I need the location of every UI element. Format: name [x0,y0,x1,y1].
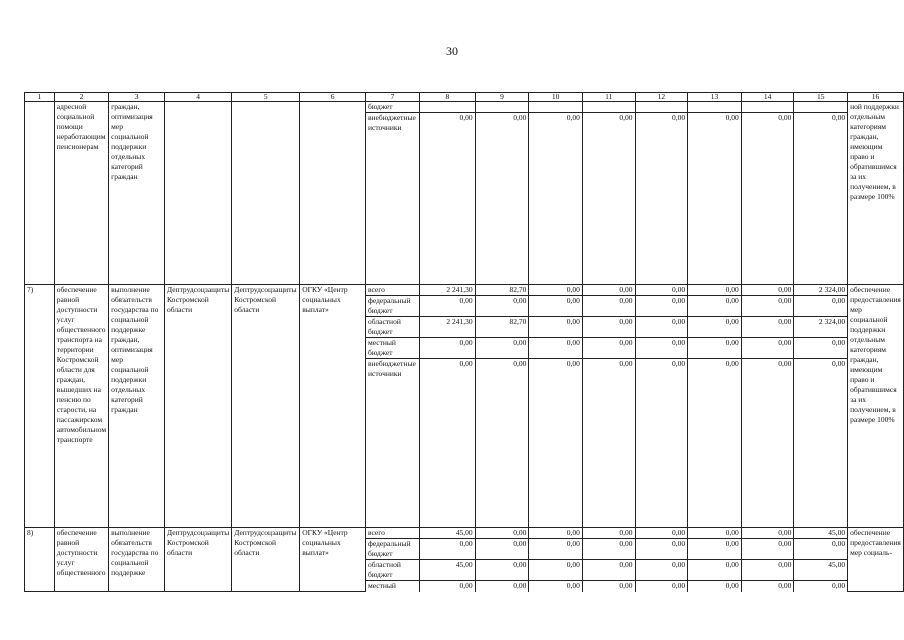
amount-cell: 0,00 [741,359,794,528]
amount-cell: 0,00 [529,581,583,592]
amount-cell: 45,00 [794,560,848,581]
amount-cell: 0,00 [419,296,475,317]
amount-cell: 0,00 [688,338,742,359]
amount-cell: 0,00 [475,528,529,539]
amount-cell: 2 241,30 [419,317,475,338]
amount-cell: 82,70 [475,317,529,338]
amount-cell: 0,00 [688,539,742,560]
amount-cell: 45,00 [419,528,475,539]
amount-cell [794,102,848,113]
header-cell: 9 [475,93,529,102]
measure-name: обеспечение равной доступности услуг общественного [54,528,108,592]
amount-cell: 0,00 [475,539,529,560]
amount-cell: 0,00 [688,560,742,581]
row-number: 8) [25,528,55,592]
amount-cell: 0,00 [582,113,635,285]
amount-cell: 0,00 [635,359,688,528]
header-row [25,93,904,102]
amount-cell: 0,00 [419,113,475,285]
amount-cell [635,102,688,113]
amount-cell: 0,00 [419,338,475,359]
amount-cell: 0,00 [635,317,688,338]
amount-cell: 0,00 [582,317,635,338]
header-cell: 6 [300,93,366,102]
amount-cell: 0,00 [419,539,475,560]
table-row [25,102,904,113]
amount-cell: 0,00 [582,285,635,296]
amount-cell: 0,00 [635,296,688,317]
amount-cell: 0,00 [529,539,583,560]
amount-cell: 0,00 [794,359,848,528]
budget-table [24,92,904,592]
amount-cell: 0,00 [529,296,583,317]
row-number [25,102,55,285]
amount-cell: 0,00 [582,560,635,581]
funding-source: бюджет [366,102,420,113]
amount-cell [688,102,742,113]
participant: ОГКУ «Центр социальных выплат» [300,285,366,528]
amount-cell: 2 324,00 [794,285,848,296]
amount-cell: 0,00 [635,338,688,359]
amount-cell: 45,00 [794,528,848,539]
co-executor [232,102,300,285]
amount-cell: 0,00 [741,539,794,560]
amount-cell: 0,00 [582,359,635,528]
amount-cell: 0,00 [475,338,529,359]
header-cell: 13 [688,93,742,102]
amount-cell: 0,00 [741,338,794,359]
amount-cell: 0,00 [794,539,848,560]
amount-cell: 2 324,00 [794,317,848,338]
amount-cell: 0,00 [582,528,635,539]
amount-cell: 0,00 [688,296,742,317]
table-row [25,528,904,539]
expected-result: обеспечение предоставления мер социальной поддержки отдельным категориям граждан, имеющим право и обратившимся за их получением, в размере 100% [848,285,904,528]
header-cell: 3 [109,93,165,102]
amount-cell: 0,00 [529,338,583,359]
amount-cell: 0,00 [529,317,583,338]
measure-name: адресной социальной помощи неработающим пенсионерам [54,102,108,285]
responsible-executor: Дептрудсоцзащиты Костромской области [165,285,232,528]
amount-cell: 0,00 [741,528,794,539]
amount-cell: 0,00 [741,296,794,317]
amount-cell: 0,00 [794,296,848,317]
amount-cell: 0,00 [794,113,848,285]
amount-cell: 0,00 [688,528,742,539]
amount-cell: 0,00 [688,317,742,338]
amount-cell: 0,00 [582,296,635,317]
header-cell: 5 [232,93,300,102]
amount-cell: 0,00 [688,359,742,528]
header-cell: 7 [366,93,420,102]
header-cell: 8 [419,93,475,102]
amount-cell: 0,00 [635,560,688,581]
amount-cell: 0,00 [635,285,688,296]
amount-cell [529,102,583,113]
header-cell: 12 [635,93,688,102]
amount-cell: 0,00 [529,113,583,285]
amount-cell [475,102,529,113]
amount-cell: 0,00 [635,539,688,560]
header-cell: 14 [741,93,794,102]
header-cell: 11 [582,93,635,102]
expected-result: ной поддержки отдельным категориям граждан, имеющим право и обратившимся за их получением, в размере 100% [848,102,904,285]
funding-source: областной бюджет [366,317,420,338]
amount-cell: 0,00 [529,285,583,296]
amount-cell: 0,00 [529,528,583,539]
measure-goal: граждан, оптимизация мер социальной поддержки отдельных категорий граждан [109,102,165,285]
header-cell: 15 [794,93,848,102]
header-cell: 2 [54,93,108,102]
amount-cell: 0,00 [582,581,635,592]
amount-cell: 0,00 [582,539,635,560]
responsible-executor: Дептрудсоцзащиты Костромской области [165,528,232,592]
participant [300,102,366,285]
amount-cell: 2 241,30 [419,285,475,296]
amount-cell: 0,00 [741,581,794,592]
amount-cell: 0,00 [475,113,529,285]
row-number: 7) [25,285,55,528]
amount-cell: 0,00 [635,528,688,539]
amount-cell: 0,00 [688,285,742,296]
responsible-executor [165,102,232,285]
amount-cell: 0,00 [529,359,583,528]
amount-cell: 45,00 [419,560,475,581]
header-cell: 4 [165,93,232,102]
page-number: 30 [446,44,458,58]
amount-cell: 0,00 [582,338,635,359]
co-executor: Дептрудсоцзащиты Костромской области [232,285,300,528]
amount-cell: 0,00 [741,560,794,581]
amount-cell [741,102,794,113]
funding-source: всего [366,528,420,539]
funding-source: внебюджетные источники [366,359,420,528]
amount-cell: 0,00 [741,285,794,296]
co-executor: Дептрудсоцзащиты Костромской области [232,528,300,592]
amount-cell [582,102,635,113]
header-cell: 1 [25,93,55,102]
header-cell: 10 [529,93,583,102]
amount-cell: 0,00 [794,581,848,592]
funding-source: областной бюджет [366,560,420,581]
measure-goal: выполнение обязательств государства по социальной поддержке [109,528,165,592]
funding-source: местный [366,581,420,592]
funding-source: федеральный бюджет [366,539,420,560]
amount-cell: 0,00 [475,560,529,581]
amount-cell: 0,00 [419,359,475,528]
participant: ОГКУ «Центр социальных выплат» [300,528,366,592]
measure-goal: выполнение обязательств государства по социальной поддержке граждан, оптимизация мер социальной поддержки отдельных категорий граждан [109,285,165,528]
funding-source: местный бюджет [366,338,420,359]
amount-cell: 0,00 [419,581,475,592]
funding-source: внебюджетные источники [366,113,420,285]
header-cell: 16 [848,93,904,102]
amount-cell: 0,00 [475,581,529,592]
amount-cell [419,102,475,113]
table-row [25,285,904,296]
funding-source: всего [366,285,420,296]
amount-cell: 0,00 [794,338,848,359]
amount-cell: 0,00 [741,113,794,285]
expected-result: обеспечение предоставления мер социаль- [848,528,904,592]
measure-name: обеспечение равной доступности услуг общественного транспорта на территории Костромской области для граждан, вышедших на пенсию по старости, на пассажирском автомобильном транспорте [54,285,108,528]
amount-cell: 0,00 [635,113,688,285]
amount-cell: 0,00 [475,359,529,528]
amount-cell: 0,00 [688,113,742,285]
amount-cell: 0,00 [741,317,794,338]
amount-cell: 0,00 [475,296,529,317]
amount-cell: 0,00 [688,581,742,592]
amount-cell: 0,00 [635,581,688,592]
funding-source: федеральный бюджет [366,296,420,317]
amount-cell: 0,00 [529,560,583,581]
amount-cell: 82,70 [475,285,529,296]
